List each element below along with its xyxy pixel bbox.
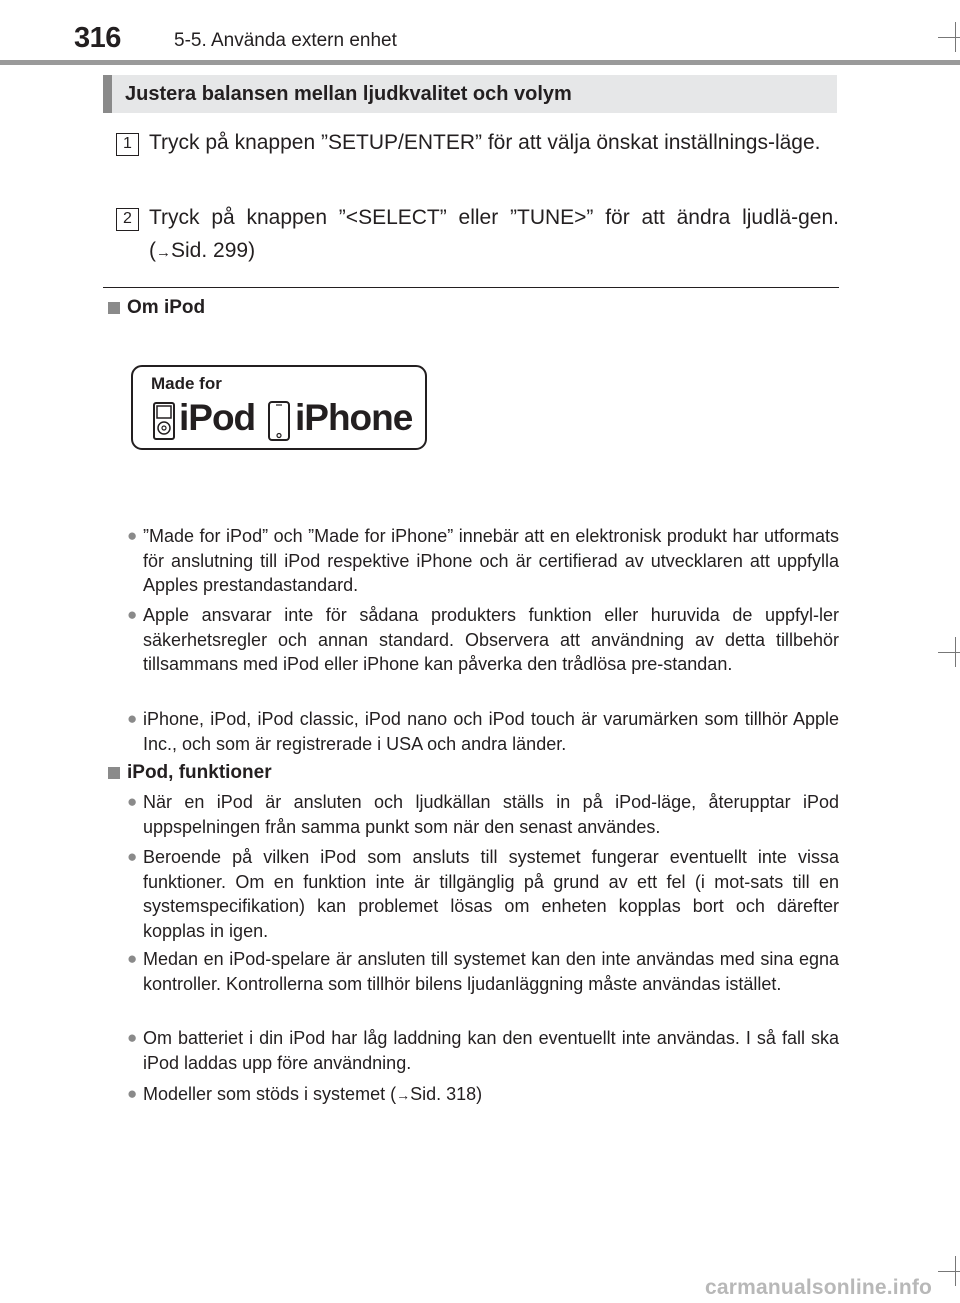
page-reference[interactable]: Sid. 299 [171,239,249,262]
list-item: ● iPhone, iPod, iPod classic, iPod nano och iPod touch är varumärken som tillhör Apple Inc., och som är registrerade i USA och andra länder. [127,707,839,756]
square-bullet-icon [108,767,120,779]
bullet-icon: ● [127,605,138,624]
header-rule [0,60,960,65]
divider [103,287,839,288]
crop-mark [938,1271,960,1272]
sub-heading-text: iPod, funktioner [127,762,272,783]
logo-iphone: iPhone [295,397,413,438]
list-item: ● Beroende på vilken iPod som ansluts till systemet fungerar eventuellt inte vissa funktioner. Om en funktion inte är tillgänglig på grund av ett fel (i mot-sats till en systemspecifikation) kan problemet lösas om enheten kopplas bort och därefter kopplas in igen. [127,845,839,943]
logo-ipod: iPod [179,397,256,438]
step-number: 1 [116,133,139,156]
heading-bar [103,75,112,113]
arrow-right-icon: → [156,244,171,261]
heading-box [103,75,837,113]
list-item: ● Medan en iPod-spelare är ansluten till systemet kan den inte användas med sina egna kontroller. Kontrollerna som tillhör bilens ljudanläggning måste användas istället. [127,947,839,996]
bullet-icon: ● [127,526,138,545]
crop-mark [938,37,960,38]
bullet-icon: ● [127,709,138,728]
crop-mark [955,22,956,52]
section-title: 5-5. Använda extern enhet [174,30,397,51]
crop-mark [938,652,960,653]
list-item: ● Modeller som stöds i systemet (→Sid. 318) [127,1082,839,1108]
page-number: 316 [74,22,121,54]
crop-mark [955,1256,956,1286]
page-reference[interactable]: Sid. 318 [410,1084,477,1104]
bullet-icon: ● [127,847,138,866]
bullet-icon: ● [127,949,138,968]
bullet-icon: ● [127,1028,138,1047]
heading-box-title: Justera balansen mellan ljudkvalitet och volym [125,82,572,105]
square-bullet-icon [108,302,120,314]
list-item: ● Apple ansvarar inte för sådana produkters funktion eller huruvida de uppfyl-ler säkerhetsregler och annan standard. Observera att användning av detta tillbehör tillsammans med iPod eller iPhone kan påverka den trådlösa pre-standan. [127,603,839,677]
arrow-right-icon: → [396,1087,411,1103]
sub-heading-text: Om iPod [127,297,206,318]
step-text [149,126,839,159]
made-for-ipod-iphone-logo [131,365,427,450]
list-item: ● Om batteriet i din iPod har låg laddning kan den eventuellt inte användas. I så fall ska iPod laddas upp före användning. [127,1026,839,1075]
step-2-text: Tryck på knappen ”<SELECT” eller ”TUNE>” för att ändra ljudlä-gen. [149,206,839,229]
ipod-device-icon [153,402,175,440]
list-item: ● ”Made for iPod” och ”Made for iPhone” innebär att en elektronisk produkt har utformats för anslutning till iPod respektive iPhone och är certifierad av utvecklaren att uppfylla Apples prestandastandard. [127,524,839,598]
sub-heading [108,297,205,319]
sub-heading [108,762,272,784]
list-item: ● När en iPod är ansluten och ljudkällan ställs in på iPod-läge, återupptar iPod uppspelningen från samma punkt som när den senast användes. [127,790,839,839]
logo-made-for: Made for [151,374,222,393]
step-1-text: Tryck på knappen ”SETUP/ENTER” för att välja önskat inställnings-läge. [149,131,821,154]
step-number: 2 [116,208,139,231]
step-text: Tryck på knappen ”<SELECT” eller ”TUNE>” för att ändra ljudlä-gen. (→Sid. 299) [149,206,839,262]
bullet-icon: ● [127,1084,138,1103]
crop-mark [955,637,956,667]
iphone-device-icon [268,401,290,441]
watermark: carmanualsonline.info [705,1276,933,1299]
list-item-text: Modeller som stöds i systemet [143,1084,386,1104]
bullet-icon: ● [127,792,138,811]
